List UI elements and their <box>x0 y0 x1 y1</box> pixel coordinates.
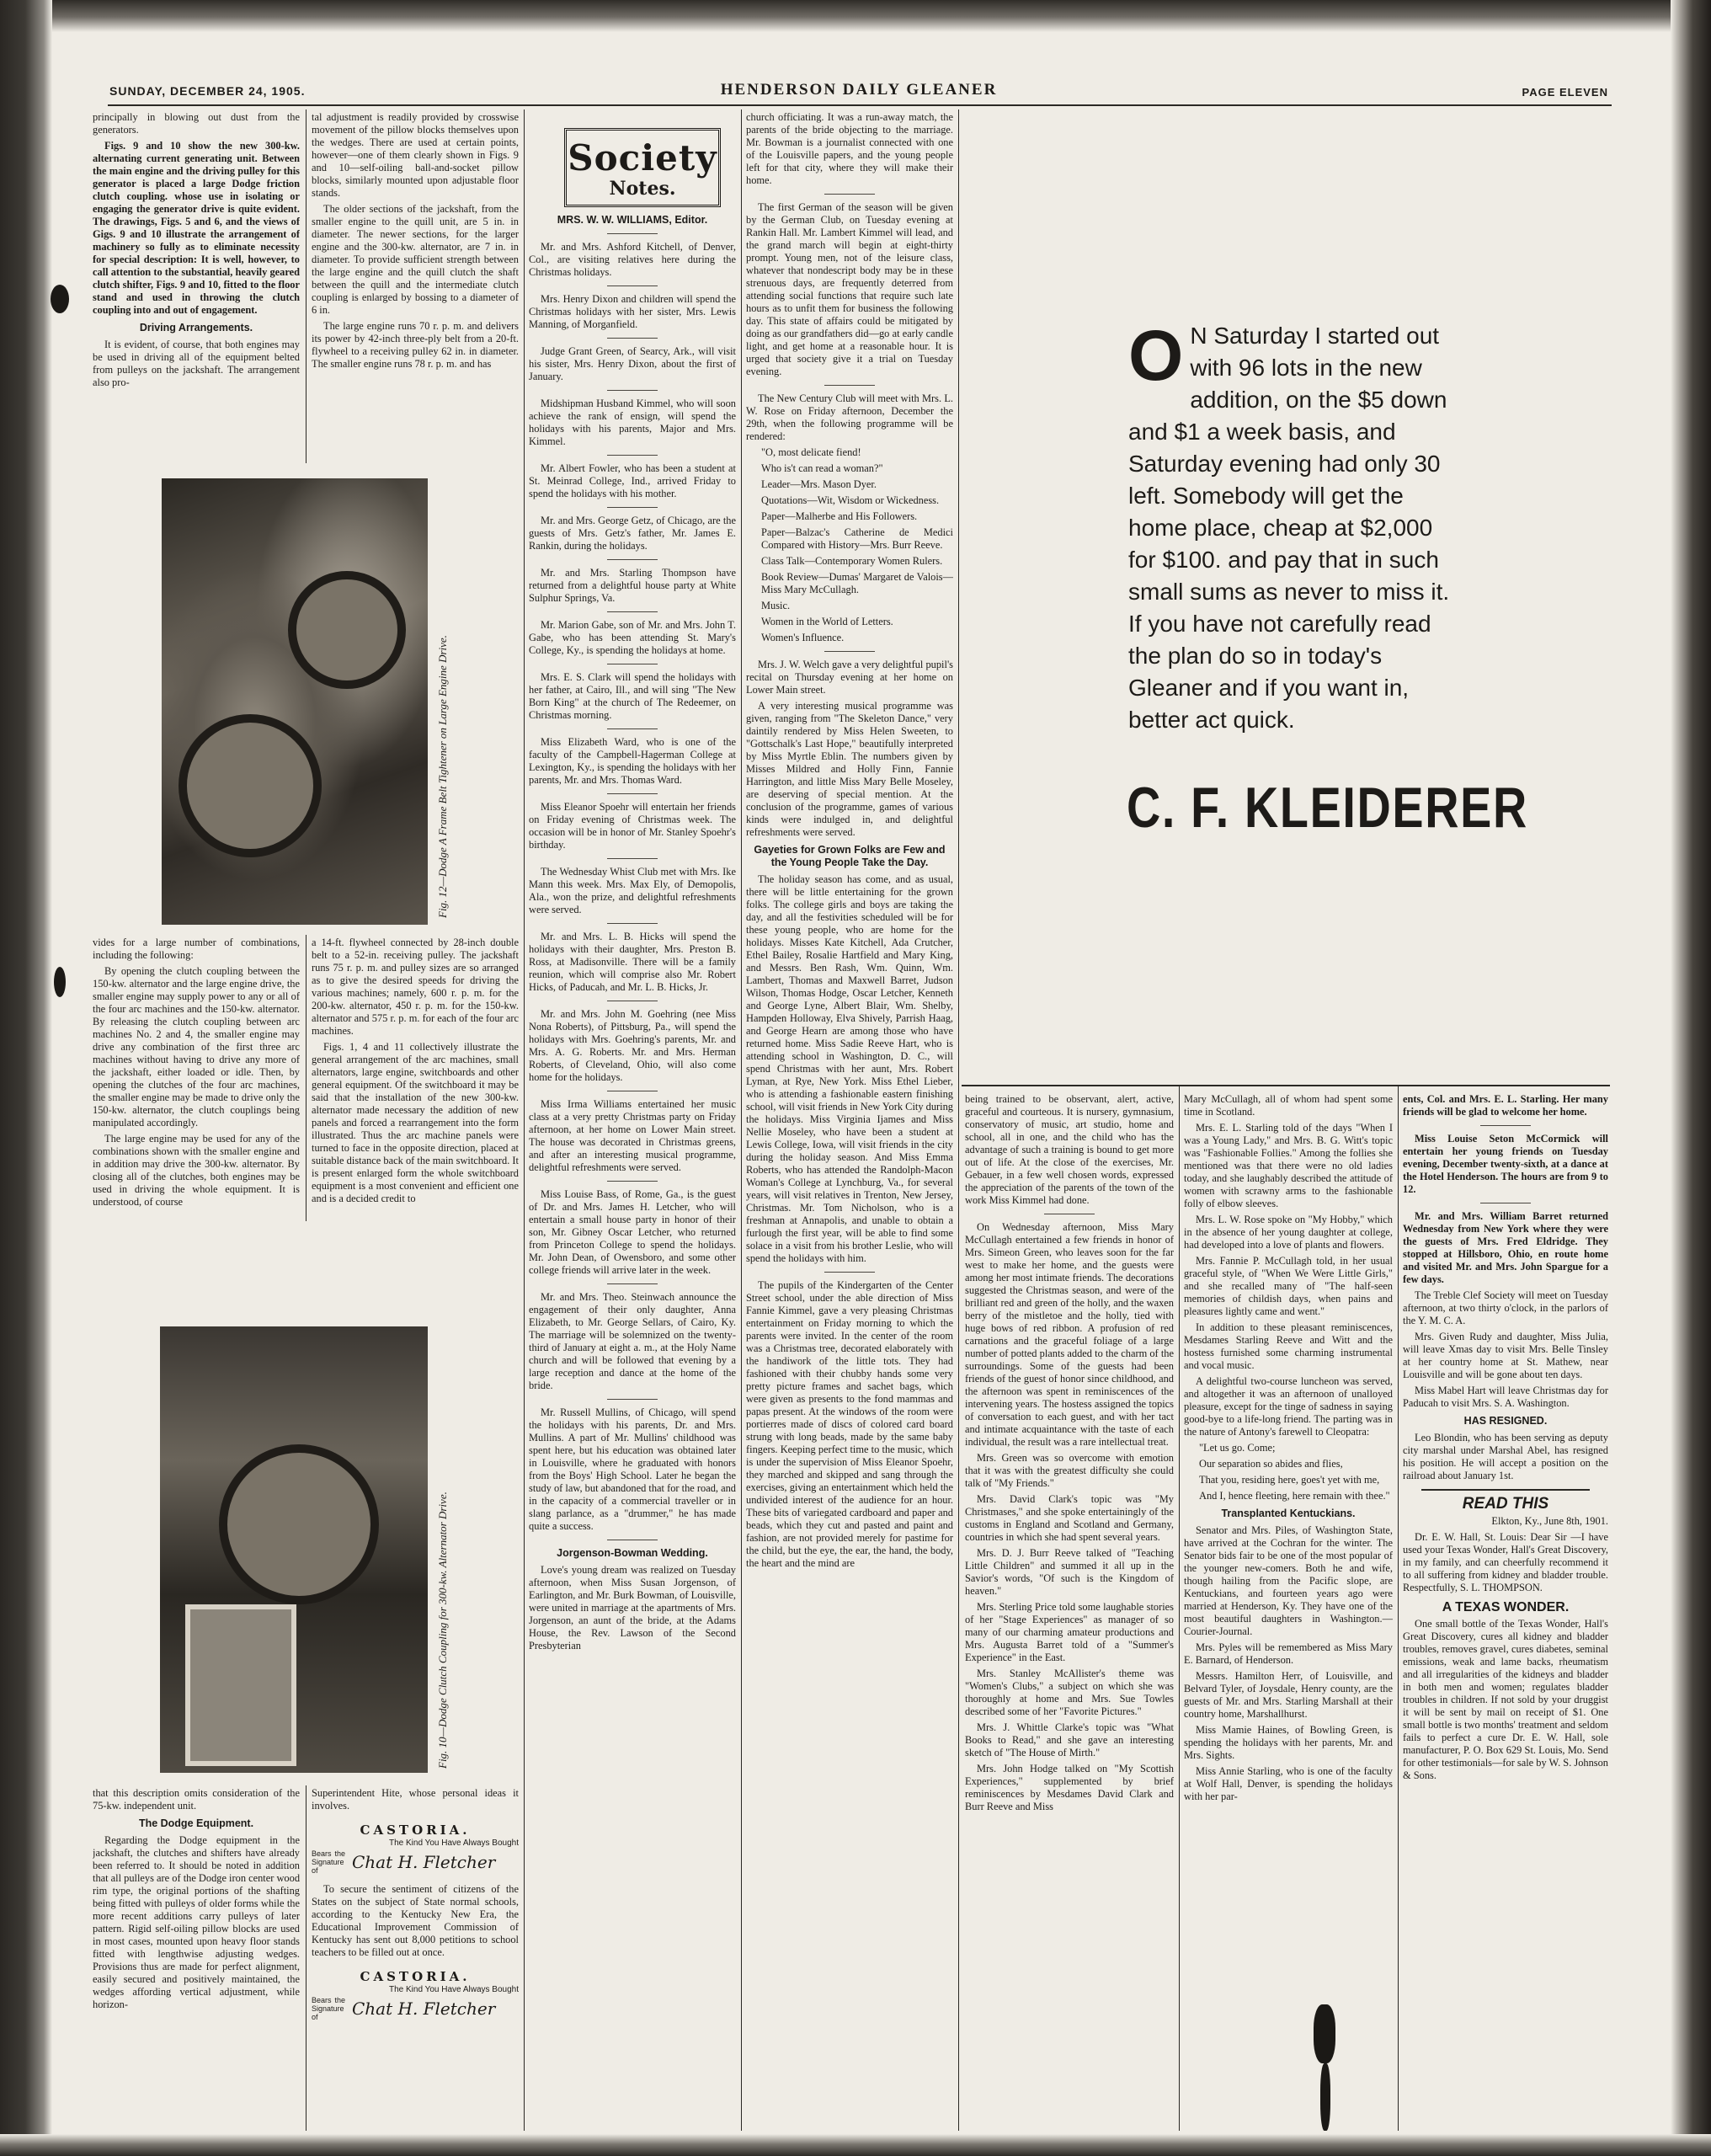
ad-bottom-rule <box>962 1085 1610 1086</box>
masthead: HENDERSON DAILY GLEANER <box>720 81 998 99</box>
article-col1-bottom <box>93 1787 300 2132</box>
scan-edge-top <box>0 0 1711 32</box>
verse-line: Women's Influence. <box>761 632 845 643</box>
society-note: Miss Elizabeth Ward, who is one of the faculty of the Campbell-Hagerman College at Lexington, Ky., is spending the holidays with her parents, Mr. and Mrs. Thomas Ward. <box>529 736 736 786</box>
society-note: Mrs. Henry Dixon and children will spend the Christmas holidays with her sister, Mrs. Lewis Manning, of Morganfield. <box>529 293 736 330</box>
paragraph: Mrs. J. Whittle Clarke's topic was "What Books to Read," and she gave an interesting sketch of "The House of Mirth." <box>965 1721 1174 1758</box>
castoria-title: CASTORIA. <box>360 1822 471 1838</box>
paragraph: Mrs. L. W. Rose spoke on "My Hobby," which in the absence of her young daughter at college, had developed into a love of plants and flowers. <box>1184 1214 1393 1251</box>
society-note: Mrs. E. S. Clark will spend the holidays with her father, at Cairo, Ill., and will sing "The New Born King" at the church of The Redeemer, on Christmas morning. <box>529 671 736 721</box>
divider <box>607 233 658 234</box>
divider <box>607 728 658 729</box>
texas-wonder-heading: A TEXAS WONDER. <box>1442 1600 1570 1614</box>
verse-line: Women in the World of Letters. <box>761 616 893 627</box>
column-rule <box>1179 1086 1180 2131</box>
society-column-4 <box>1184 1093 1393 2132</box>
paragraph: Miss Mabel Hart will leave Christmas day for Paducah to visit Mrs. S. A. Washington. <box>1403 1385 1608 1409</box>
castoria-signature: Chat H. Fletcher <box>352 1851 496 1872</box>
castoria-ad-inner <box>312 1824 519 1875</box>
column-rule <box>958 109 959 2131</box>
article-col1-mid <box>93 937 300 1307</box>
society-note: Mr. and Mrs. Ashford Kitchell, of Denver, Col., are visiting relatives here during the Christmas holidays. <box>529 241 736 278</box>
paragraph: Mrs. Sterling Price told some laughable stories of her "Stage Experiences" as manager of so many of our charming amateur productions and Mrs. Augusta Barret told of a "Summer's Experience" in the East. <box>965 1601 1174 1663</box>
castoria-ad-inner <box>312 1971 519 2021</box>
paragraph: that this description omits consideration of the 75-kw. independent unit. <box>93 1787 300 1812</box>
paragraph: Mrs. Given Rudy and daughter, Miss Julia, will leave Xmas day to visit Mrs. Belle Tinsley at her country home at St. Mathew, near Louisville and will be gone about ten days. <box>1403 1331 1608 1380</box>
verse-line: Our separation so abides and flies, <box>1199 1458 1343 1470</box>
divider <box>824 651 875 652</box>
paragraph: The first German of the season will be given by the German Club, on Tuesday evening at Rankin Hall. Mr. Lambert Kimmel will lead, and the grand march will begin at eight-thirty prompt. Young men, not of the leisure class, whatever that nondescript body may be in these strenuous days, are frequently deterred from attending social functions that require such late hours as to unfit them for business the following day. This state of affairs could be mitigated by doing as our grandfathers did—go at early candle light, and get home at a reasonable hour. It is urged that society give it a trial on Tuesday evening. <box>746 201 953 377</box>
page-number: PAGE ELEVEN <box>1522 86 1608 99</box>
divider <box>607 390 658 391</box>
divider <box>607 1399 658 1400</box>
article-col2-bottom <box>312 1787 519 2132</box>
page-header <box>109 81 1608 106</box>
paragraph: Mrs. Pyles will be remembered as Miss Mary E. Barnard, of Henderson. <box>1184 1641 1393 1666</box>
verse-line: Paper—Malherbe and His Followers. <box>761 510 918 522</box>
society-note: Mr. and Mrs. George Getz, of Chicago, are the guests of Mrs. Getz's father, Mr. James E. Rankin, during the holidays. <box>529 515 736 552</box>
society-note: Mr. Russell Mullins, of Chicago, will spend the holidays with his parents, Dr. and Mrs. Mullins. A part of Mr. Mullins' childhood was spent here, but his education was obtained later in Louisville, where he graduated with honors from the Boys' High School. Later he began the study of law, but abandoned that for the road, and in the capacity of a commercial traveller or in slang parlance, as a "drummer," he has made quite a success. <box>529 1406 736 1532</box>
paragraph: Mrs. Green was so overcome with emotion that it was with the greatest difficulty she could talk of "My Friends." <box>965 1452 1174 1489</box>
verse-line: Class Talk—Contemporary Women Rulers. <box>761 555 943 567</box>
castoria-title: CASTORIA. <box>360 1969 471 1984</box>
kleiderer-ad-signature: C. F. KLEIDERER <box>1127 776 1528 840</box>
photo-fig-12-image <box>162 478 428 925</box>
castoria-bears: Bears the Signature of <box>312 1996 345 2021</box>
castoria-ad <box>312 1824 519 1875</box>
article-col1-top <box>93 111 300 456</box>
castoria-tagline: The Kind You Have Always Bought <box>389 1985 519 1994</box>
verse-line: Book Review—Dumas' Margaret de Valois—Miss Mary McCullagh. <box>761 571 953 595</box>
society-column-3 <box>965 1093 1174 2132</box>
castoria-bears: Bears the Signature of <box>312 1849 345 1875</box>
header-rule <box>108 104 1612 106</box>
paragraph: principally in blowing out dust from the generators. <box>93 111 300 136</box>
paragraph: To secure the sentiment of citizens of the States on the subject of State normal schools, according to the Kentucky New Era, the Educational Improvement Commission of Kentucky has sent out 8,000 petitions to school teachers to be filled out at once. <box>312 1883 519 1958</box>
photo-fig-12 <box>162 478 428 925</box>
paragraph: The New Century Club will meet with Mrs. L. W. Rose on Friday afternoon, December the 29th, when the following programme will be rendered: <box>746 392 953 442</box>
divider <box>607 611 658 612</box>
society-editor: MRS. W. W. WILLIAMS, Editor. <box>557 214 708 226</box>
paragraph: being trained to be observant, alert, active, graceful and courteous. It is nursery, gymnasium, conservatory of music, art studio, home and school, all in one, and the child who has the advantage of such a training is bound to get more out of life. At the close of the exercises, Mr. Gebauer, in a few well chosen words, expressed the appreciation of the parents of the town of the work Miss Kimmel had done. <box>965 1093 1174 1206</box>
paragraph: The pupils of the Kindergarten of the Center Street school, under the able direction of Miss Fannie Kimmel, gave a very pleasing Christmas entertainment on Friday morning to which the parents were invited. In the center of the room was a Christmas tree, decorated elaborately with the handiwork of the little tots. They had fashioned with their chubby hands some very pretty picture frames and sachet bags, which were given as presents to the fond mammas and papas present. At the windows of the room were portierres made of discs of colored card board strung with long beads, made by the same baby fingers. Keeping perfect time to the music, which is under the supervision of Miss Eleanor Spoehr, they marched and skipped and sang through the exercises, giving an entertainment which held the undivided interest of the audience for an hour. These bits of variegated cardboard and paper and beads, which they cut and pasted and paint and fashion, are not provided merely for pastime for the child, but the eye, the ear, the hand, the body, the heart and the mind are <box>746 1279 953 1569</box>
paragraph: Mary McCullagh, all of whom had spent some time in Scotland. <box>1184 1093 1393 1118</box>
section-heading: The Dodge Equipment. <box>138 1817 254 1829</box>
paragraph: ents, Col. and Mrs. E. L. Starling. Her many friends will be glad to welcome her home. <box>1403 1093 1608 1118</box>
divider <box>824 385 875 386</box>
kleiderer-ad-text <box>1128 316 1457 736</box>
society-column-5 <box>1403 1093 1608 2132</box>
section-heading: Jorgenson-Bowman Wedding. <box>557 1547 708 1559</box>
article-col2-top <box>312 111 519 465</box>
ink-blot <box>51 285 69 313</box>
castoria-signature-row <box>312 1996 519 2021</box>
divider <box>607 507 658 508</box>
paragraph: In addition to these pleasant reminiscences, Mesdames Starling Reeve and Witt and the hostess furnished some charming instrumental and vocal music. <box>1184 1321 1393 1371</box>
paragraph: A very interesting musical programme was given, ranging from "The Skeleton Dance," very daintily rendered by Miss Helen Sweeten, to "Gottschalk's Last Hope," beautifully interpreted by Miss Myrtle Eblin. The numbers given by Misses Mildred and Holly Finn, Fannie Harrington, and little Miss Mary Belle Moseley, are deserving of special mention. At the conclusion of the programme, games of various kinds were indulged in, and delightful refreshments were served. <box>746 700 953 838</box>
section-heading: Driving Arrangements. <box>139 322 253 334</box>
paragraph: church officiating. It was a run-away match, the parents of the bride objecting to the marriage. Mr. Bowman is a journalist connected with one of the Louisville papers, and the young people left for that city, where they will make their home. <box>746 111 953 186</box>
paragraph: Mrs. Fannie P. McCullagh told, in her usual graceful style, of "When We Were Little Girls," and she recalled many of "The half-seen memories of childish days, when pains and pleasures lightly came and went." <box>1184 1255 1393 1317</box>
divider <box>607 923 658 924</box>
farewell-verse <box>1184 1442 1393 1502</box>
fig-12-caption: Fig. 12—Dodge A Frame Belt Tightener on Large Engine Drive. <box>436 635 449 918</box>
paragraph: It is evident, of course, that both engines may be used in driving all of the equipment belted from pulleys on the jackshaft. The arrangement also pro- <box>93 339 300 388</box>
verse-line: Who is't can read a woman?" <box>761 462 883 474</box>
society-note: Miss Irma Williams entertained her music class at a very pretty Christmas party on Friday afternoon, at her home on Lower Main street. The house was decorated in Christmas greens, and after an interesting musical programme, delightful refreshments were served. <box>529 1098 736 1173</box>
society-note: Mr. and Mrs. L. B. Hicks will spend the holidays with their daughter, Mrs. Preston B. Ross, at Madisonville. There will be a family reunion, which will comprise also Mr. Robert Hicks, of Paducah, and Mr. L. B. Hicks, Jr. <box>529 931 736 993</box>
paragraph: tal adjustment is readily provided by crosswise movement of the pillow blocks themselves upon the wedges. There are used at certain points, however—one of them clearly shown in Figs. 9 and 10—self-oiling ball-and-socket pillow blocks, similarly mounted upon adjustable floor stands. <box>312 111 519 199</box>
machine-wheel <box>179 714 322 857</box>
section-heading: Transplanted Kentuckians. <box>1221 1508 1356 1519</box>
paragraph: Mrs. J. W. Welch gave a very delightful pupil's recital on Thursday evening at her home on Lower Main street. <box>746 659 953 696</box>
paragraph: One small bottle of the Texas Wonder, Hall's Great Discovery, cures all kidney and bladder troubles, removes gravel, cures diabetes, seminal emissions, weak and lame backs, rheumatism and all irregularities of the kidneys and bladder in both men and women; regulates bladder troubles in children. If not sold by your druggist it will be sent by mail on receipt of $1. One small bottle is two months' treatment and seldom fails to perfect a cure Dr. E. W. Hall, sole manufacturer, P. O. Box 629 St. Louis, Mo. Send for other testimonials—for sale by W. S. Johnson & Sons. <box>1403 1618 1608 1781</box>
divider <box>607 793 658 794</box>
society-column <box>529 207 736 2132</box>
paragraph: The large engine runs 70 r. p. m. and delivers its power by 42-inch three-ply belt from a 20-ft. flywheel to a receiving pulley 62 in. in diameter. The smaller engine runs 78 r. p. m. and has <box>312 320 519 370</box>
clutch-wheel <box>219 1444 379 1604</box>
society-column-2 <box>746 111 953 2132</box>
society-note: Miss Louise Bass, of Rome, Ga., is the guest of Dr. and Mrs. James H. Letcher, who will entertain a small house party in honor of their son, Mr. Gibney Oscar Letcher, who returned from Princeton College to spend the holidays. Mr. John Dean, of Owensboro, and some other college friends will arrive later in the week. <box>529 1188 736 1276</box>
society-note: The Wednesday Whist Club met with Mrs. Ike Mann this week. Mrs. Max Ely, of Demopolis, Ala., won the prize, and delightful refreshments were served. <box>529 866 736 915</box>
paragraph: a 14-ft. flywheel connected by 28-inch double belt to a 52-in. receiving pulley. The jackshaft runs 75 r. p. m. and pulley sizes are so arranged as to give the desired speeds for driving the various machines; namely, 600 r. p. m. for the 200-kw. alternator, 450 r. p. m. for the 150-kw. alternator and 575 r. p. m. for each of the four arc machines. <box>312 937 519 1037</box>
verse-line: Paper—Balzac's Catherine de Medici Compared with History—Mrs. Burr Reeve. <box>761 526 953 551</box>
header-date: SUNDAY, DECEMBER 24, 1905. <box>109 84 306 98</box>
divider <box>824 1272 875 1273</box>
verse-line: That you, residing here, goes't yet with me, <box>1199 1474 1380 1486</box>
paragraph: The large engine may be used for any of the combinations shown with the smaller engine and in addition may drive the 300-kw. alternator. By closing all of the clutches, both engines may be used in driving the whole equipment. It is understood, of course <box>93 1133 300 1208</box>
paragraph: By opening the clutch coupling between the 150-kw. alternator and the large engine drive, the smaller engine may supply power to any or all of the four arc machines and the 150-kw. alternator. By releasing the clutch coupling between arc machines No. 2 and 4, the smaller engine may drive any combination of the first three arc machines without having to drive any more of the jackshaft, either loaded or idle. Then, by opening the clutches of the four arc machines, the smaller engine may be made to drive only the 150-kw. alternator, the clutch couplings being manipulated accordingly. <box>93 965 300 1129</box>
society-title: Society <box>568 137 717 179</box>
society-note: Mr. and Mrs. John M. Goehring (nee Miss Nona Roberts), of Pittsburg, Pa., will spend the holidays with Mrs. Goehring's parents, Mr. and Mrs. A. G. Roberts. Mr. and Mrs. Herman Roberts, of Cleveland, Ohio, will also come home for the holidays. <box>529 1008 736 1083</box>
society-items <box>529 241 736 1540</box>
paragraph: Mrs. E. L. Starling told of the days "When I was a Young Lady," and Mrs. B. G. Witt's topic was "Fashionable Follies." Among the follies she mentioned was that there were no old ladies today, and she laughably described the attitude of women with scrawny arms to the fashionable folly of elbow sleeves. <box>1184 1122 1393 1209</box>
column-rule <box>524 109 525 2131</box>
divider <box>607 338 658 339</box>
society-subtitle: Notes. <box>609 178 676 200</box>
verse-line: Leader—Mrs. Mason Dyer. <box>761 478 877 490</box>
divider <box>1421 1489 1590 1491</box>
paragraph: Mrs. Stanley McAllister's theme was "Women's Clubs," a subject on which she was thoroughly at home and Mrs. Sue Towles described some of her "Favorite Pictures." <box>965 1668 1174 1717</box>
society-note: Mr. and Mrs. Starling Thompson have returned from a delightful house party at White Sulphur Springs, Va. <box>529 567 736 604</box>
verse-line: And I, hence fleeting, here remain with thee." <box>1199 1490 1390 1502</box>
machine-wheel <box>288 571 406 689</box>
paragraph: Miss Mamie Haines, of Bowling Green, is spending the holidays with her parents, Mr. and Mrs. Sights. <box>1184 1724 1393 1761</box>
castoria-ad-2 <box>312 1971 519 2021</box>
column-rule <box>741 109 742 2131</box>
read-this-heading: READ THIS <box>1462 1495 1549 1513</box>
paragraph: Mrs. D. J. Burr Reeve talked of "Teaching Little Children" and summed it all up in the Savior's words, "Of such is the Kingdom of heaven." <box>965 1547 1174 1597</box>
paragraph: Superintendent Hite, whose personal ideas it involves. <box>312 1787 519 1812</box>
paragraph: Figs. 9 and 10 show the new 300-kw. alternating current generating unit. Between the main engine and the driving pulley for this generator is placed a large Dodge friction clutch coupling. whose use in isolating or engaging the generator drive is quite evident. The drawings, Figs. 5 and 6, and the views of Gigs. 9 and 10 illustrate the arrangement of machinery so fully as to eliminate necessity for special description: It is well, however, to call attention to the substantial, heavily geared clutch shifter, Figs. 9 and 10, fitted to the floor stand and used in throwing the clutch coupling into and out of engagement. <box>93 140 300 316</box>
castoria-signature: Chat H. Fletcher <box>352 1998 496 2019</box>
fig-10-caption: Fig. 10—Dodge Clutch Coupling for 300-kw. Alternator Drive. <box>436 1492 449 1769</box>
paragraph: On Wednesday afternoon, Miss Mary McCullagh entertained a few friends in honor of Mrs. Simeon Green, who leaves soon for the far west to make her home, and the guests were among her most intimate friends. The decorations suggested the Christmas season, and were of the brilliant red and green of the holly, and the waxen berry of the mistletoe and the holly, tied with huge bows of red ribbon. A profusion of red carnations and the graceful foliage of a large number of potted plants added to the charm of the surroundings. Some of the guests had been friends of the guest of honor since childhood, and the afternoon was spent in reminiscences of the intervening years. The hostess assigned the topics of conversation to each guest, and with her tact and intimate acquaintance with the taste of each individual, the result was a rare intellectual treat. <box>965 1221 1174 1448</box>
paragraph: A delightful two-course luncheon was served, and altogether it was an afternoon of unalloyed pleasure, except for the tinge of sadness in saying good-bye to a life-long friend. The parting was in the nature of Antony's farewell to Cleopatra: <box>1184 1375 1393 1438</box>
society-note: Mr. Albert Fowler, who has been a student at St. Meinrad College, Ind., arrived Friday to spend the holidays with his mother. <box>529 462 736 499</box>
paragraph: Miss Louise Seton McCormick will entertain her young friends on Tuesday evening, December twenty-sixth, at a dance at the Hotel Henderson. The hours are from 9 to 12. <box>1403 1133 1608 1195</box>
divider <box>607 1181 658 1182</box>
paragraph: Messrs. Hamilton Herr, of Louisville, and Belvard Tyler, of Joysdale, Henry county, are the guests of Mr. and Mrs. Starling Marshall at their country home, Marshallhurst. <box>1184 1670 1393 1720</box>
ink-blot <box>54 967 66 997</box>
paragraph: Mr. and Mrs. William Barret returned Wednesday from New York where they were the guests of Mrs. Fred Eldridge. They stopped at Hillsboro, Ohio, en route home and visited Mr. and Mrs. John Spargue for a few days. <box>1403 1210 1608 1285</box>
society-note: Judge Grant Green, of Searcy, Ark., will visit his sister, Mrs. Henry Dixon, about the first of January. <box>529 345 736 382</box>
divider <box>607 1283 658 1284</box>
programme-list <box>746 446 953 644</box>
paragraph: Dr. E. W. Hall, St. Louis: Dear Sir —I have used your Texas Wonder, Hall's Great Discovery, in my family, and can cheerfully recommend it to all suffering from kidney and bladder trouble. Respectfully, S. L. THOMPSON. <box>1403 1531 1608 1593</box>
paragraph: Leo Blondin, who has been serving as deputy city marshal under Marshal Abel, has resigned his position. He will accept a position on the railroad about January 1st. <box>1403 1432 1608 1481</box>
society-note: Midshipman Husband Kimmel, who will soon achieve the rank of ensign, will spend the holidays with his parents, Major and Mrs. Kimmel. <box>529 398 736 447</box>
divider <box>607 559 658 560</box>
article-col2-mid <box>312 937 519 1307</box>
column-rule <box>1398 1086 1399 2131</box>
divider <box>824 194 875 195</box>
paragraph: Regarding the Dodge equipment in the jackshaft, the clutches and shifters have already been referred to. It should be noted in addition that all pulleys are of the Dodge iron center wood rim type, the original portions of the shafting being fitted with pulleys of older forms while the more recent additions carry pulleys of later pattern. Rigid self-oiling pillow blocks are used in most cases, mounted upon heavy floor stands fitted with lengthwise adjusting wedges. Provisions thus are made for perfect alignment, easily secured and positively maintained, the wedges affording vertical adjustment, while horizon- <box>93 1834 300 2010</box>
society-note: Miss Eleanor Spoehr will entertain her friends on Friday evening of Christmas week. The occasion will be in honor of Mr. Stanley Spoehr's birthday. <box>529 801 736 851</box>
scan-edge-bottom <box>0 2134 1711 2156</box>
society-note: Mr. and Mrs. Theo. Steinwach announce the engagement of their only daughter, Anna Elizabeth, to Mr. George Sellars, of Cairo, Ky. The marriage will be solemnized on the twenty-third of January at eight a. m., at the Holy Name church and will be followed that evening by a large reception and dance at the home of the bride. <box>529 1291 736 1391</box>
photo-fig-10 <box>160 1326 428 1773</box>
castoria-tagline: The Kind You Have Always Bought <box>389 1838 519 1848</box>
paragraph: Mrs. John Hodge talked on "My Scottish Experiences," supplemented by brief reminiscences by Mesdames David Clark and Burr Reeve and Miss <box>965 1763 1174 1812</box>
verse-line: Quotations—Wit, Wisdom or Wickedness. <box>761 494 940 506</box>
paragraph: Figs. 1, 4 and 11 collectively illustrate the general arrangement of the arc machines, small alternators, large engine, switchboards and other general equipment. Of the switchboard it may be said that the installation of the new 300-kw. alternator made necessary the addition of new panels and forced a rearrangement into the form illustrated. Thus the arc machine panels were turned to face in the opposite direction, placed at suitable distance back of the main switchboard. It is present enlarged form the whole switchboard equipment is a most convenient and efficient one and is a decided credit to <box>312 1041 519 1204</box>
paragraph: Love's young dream was realized on Tuesday afternoon, when Miss Susan Jorgenson, of Earlington, and Mr. Burk Bowman, of Louisville, were united in marriage at the apartments of Mrs. Jorgenson, an aunt of the bride, at the Adams House, the Rev. Lawson of the Second Presbyterian <box>529 1564 736 1652</box>
paragraph: Elkton, Ky., June 8th, 1901. <box>1491 1515 1608 1527</box>
section-heading: Gayeties for Grown Folks are Few and the Young People Take the Day. <box>754 844 946 868</box>
window-frame <box>185 1604 296 1766</box>
scan-edge-right <box>1671 0 1711 2156</box>
divider <box>607 455 658 456</box>
paragraph: The holiday season has come, and as usual, there will be little entertaining for the grown folks. The college girls and boys are taking the day, and all the festivities scheduled will be for these young people, who are home for the holidays. Misses Kate Kitchell, Ada Crutcher, Ethel Bailey, Rosalie Hartfield and Mary King, and Messrs. Ben Rash, Wm. Quinn, Wm. Lambert, Thomas and Maxwell Barret, Judson Wilson, Thomas Hodge, Oscar Letcher, Kenneth and George Lyne, Albert Blair, Wm. Shelby, Hampden Holloway, Elva Shively, Parrish Haag, and George Hearn are among those who have returned home. Miss Sadie Reeve Hart, who is attending school in Washington, D. C., will spend Christmas with her aunt, Mrs. Robert Lyman, at Rye, New York. Miss Ethel Lieber, who is attending a fashionable eastern finishing school, will visit friends in New York City during the holidays. Miss Virginia Ijames and Miss Nellie Moseley, who have been a student at Lewis College, Iowa, will visit friends in the city during the holiday season. And Miss Emma Roberts, who has attended the Randolph-Macon Woman's College at Lynchburg, Va., for several years, will visit relatives in Trenton, New Jersey, Christmas. Mr. Tom Nicholson, who is a freshman at Annapolis, and unable to obtain a furlough the first year, will be able to find some solace in a visit from his brother Leslie, who will spend the holidays with him. <box>746 873 953 1264</box>
paragraph: Mrs. David Clark's topic was "My Christmases," and she spoke entertainingly of the customs in England and Scotland and Germany, countries in which she had spent several years. <box>965 1493 1174 1543</box>
verse-line: "Let us go. Come; <box>1199 1442 1276 1454</box>
paragraph: Miss Annie Starling, who is one of the faculty at Wolf Hall, Denver, is spending the holidays with her par- <box>1184 1765 1393 1802</box>
society-note: Mr. Marion Gabe, son of Mr. and Mrs. John T. Gabe, who has been attending St. Mary's College, Ky., is spending the holidays at home. <box>529 619 736 656</box>
paragraph: Senator and Mrs. Piles, of Washington State, have arrived at the Cochran for the winter. The Senator bids fair to be one of the most popular of the younger new-comers. Both he and wife, though hailing from the Pacific slope, are Kentuckians, and fourteen years ago were married at Henderson, Ky. They have one of the most beautiful daughters in Washington.—Courier-Journal. <box>1184 1524 1393 1637</box>
ad-body: N Saturday I started out with 96 lots in the new addition, on the $5 down and $1 a week basis, and Saturday evening had only 30 left. Somebody will get the home place, cheap at $2,000 for $100. and pay that in such small sums as never to miss it. If you have not carefully read the plan do so in today's Gleaner and if you want in, better act quick. <box>1128 323 1450 733</box>
scan-edge-left <box>0 0 52 2156</box>
paragraph: The Treble Clef Society will meet on Tuesday afternoon, at two thirty o'clock, in the parlors of the Y. M. C. A. <box>1403 1289 1608 1326</box>
society-notes-masthead <box>564 128 721 207</box>
ad-dropcap: O <box>1128 316 1184 395</box>
paragraph: vides for a large number of combinations, including the following: <box>93 937 300 961</box>
castoria-signature-row <box>312 1849 519 1875</box>
verse-line: "O, most delicate fiend! <box>761 446 861 458</box>
paragraph: The older sections of the jackshaft, from the smaller engine to the quill unit, are 5 in. in diameter. The newer sections, for the larger engine and the 300-kw. alternator, are 7 in. in diameter. To provide sufficient strength between the large engine and the quill clutch the shaft between the quill and the intermediate clutch coupling is enlarged by bossing to a diameter of 6 in. <box>312 203 519 316</box>
divider <box>1480 1125 1531 1126</box>
section-heading: HAS RESIGNED. <box>1463 1415 1548 1427</box>
verse-line: Music. <box>761 600 791 611</box>
divider <box>607 858 658 859</box>
